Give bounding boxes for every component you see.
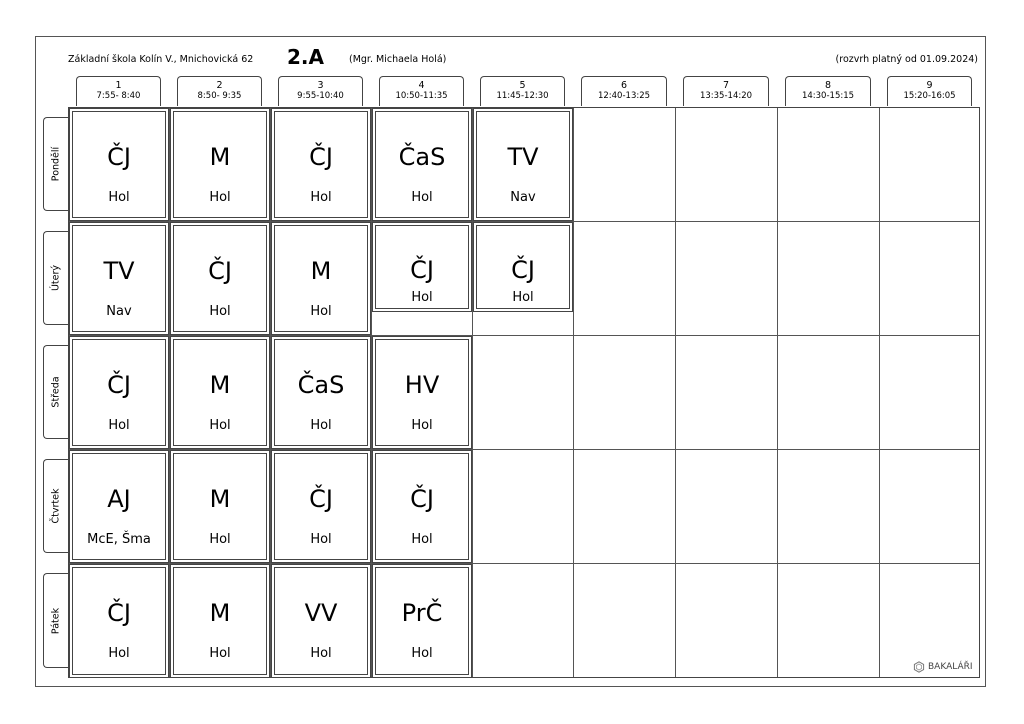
lesson-teacher: Hol (411, 532, 433, 547)
lesson-subject: ČJ (410, 485, 434, 513)
lesson-cell[interactable] (72, 567, 166, 675)
grid-row-line (69, 335, 979, 336)
lesson-cell[interactable] (274, 453, 368, 560)
lesson-cell[interactable] (274, 225, 368, 332)
lesson-subject: M (209, 143, 231, 171)
period-time: 11:45-12:30 (496, 91, 549, 101)
lesson-subject: ČJ (309, 143, 333, 171)
grid-column-line (777, 108, 778, 677)
period-time: 15:20-16:05 (903, 91, 956, 101)
period-number: 4 (418, 80, 425, 91)
lesson-subject: ČJ (107, 143, 131, 171)
lesson-cell[interactable] (72, 225, 166, 332)
period-time: 13:35-14:20 (699, 91, 753, 101)
day-label: Čtvrtek (50, 488, 62, 524)
lesson-teacher: Hol (310, 304, 332, 319)
lesson-teacher: Hol (411, 290, 433, 305)
lesson-teacher: Hol (411, 190, 433, 205)
lesson-teacher: Hol (209, 304, 231, 319)
lesson-teacher: Hol (512, 290, 534, 305)
lesson-teacher: Hol (411, 418, 433, 433)
grid-column-line (573, 108, 574, 677)
lesson-teacher: Hol (310, 418, 332, 433)
lesson-cell[interactable] (375, 225, 469, 309)
lesson-subject: M (209, 485, 231, 513)
period-number: 5 (519, 80, 526, 91)
lesson-teacher: Hol (108, 190, 130, 205)
period-tab-7 (683, 76, 769, 106)
lesson-cell[interactable] (274, 111, 368, 218)
lesson-cell[interactable] (375, 567, 469, 675)
lesson-cell[interactable] (72, 339, 166, 446)
period-number: 7 (722, 80, 730, 91)
period-tab-4 (379, 76, 464, 106)
period-time: 10:50-11:35 (395, 91, 448, 101)
lesson-teacher: Hol (209, 646, 231, 661)
lesson-subject: PrČ (401, 599, 443, 627)
lesson-teacher: Hol (411, 646, 433, 661)
lesson-teacher: Hol (310, 190, 332, 205)
lesson-subject: TV (103, 257, 135, 285)
lesson-subject: M (310, 257, 332, 285)
lesson-cell[interactable] (173, 111, 267, 218)
lesson-cell[interactable] (476, 111, 570, 218)
period-tab-3 (278, 76, 363, 106)
lesson-teacher: Hol (108, 646, 130, 661)
lesson-subject: ČJ (309, 485, 333, 513)
grid-column-line (675, 108, 676, 677)
day-tab (43, 231, 68, 325)
period-time: 9:55-10:40 (297, 91, 344, 101)
lesson-teacher: Hol (209, 418, 231, 433)
lesson-subject: AJ (107, 485, 131, 513)
day-tab (43, 459, 68, 553)
period-time: 12:40-13:25 (597, 91, 651, 101)
lesson-teacher: Hol (310, 646, 332, 661)
bakalari-logo (913, 661, 973, 673)
day-tab (43, 345, 68, 439)
day-tab (43, 573, 68, 668)
lesson-cell[interactable] (375, 111, 469, 218)
lesson-subject: ČJ (511, 256, 535, 284)
lesson-teacher: McE, Šma (87, 532, 151, 547)
lesson-teacher: Hol (209, 190, 231, 205)
period-tab-9 (887, 76, 972, 106)
grid-column-line (472, 108, 473, 677)
grid-row-line (69, 563, 979, 564)
lesson-subject: M (209, 371, 231, 399)
period-number: 3 (317, 80, 324, 91)
lesson-subject: ČJ (107, 599, 131, 627)
bakalari-logo-icon (913, 661, 925, 673)
lesson-cell[interactable] (274, 339, 368, 446)
lesson-subject: ČaS (297, 371, 345, 399)
grid-column-line (371, 108, 372, 677)
lesson-cell[interactable] (375, 339, 469, 446)
lesson-cell[interactable] (173, 225, 267, 332)
lesson-subject: HV (404, 371, 440, 399)
lesson-subject: ČJ (208, 257, 232, 285)
grid-row-line (69, 221, 979, 222)
bakalari-logo-text: BAKALÁŘI (928, 662, 973, 672)
day-label: Úterý (50, 264, 62, 292)
period-tab-8 (785, 76, 871, 106)
lesson-cell[interactable] (375, 453, 469, 560)
grid-column-line (270, 108, 271, 677)
lesson-cell[interactable] (173, 339, 267, 446)
day-label: Středa (50, 376, 62, 408)
grid-column-line (169, 108, 170, 677)
lesson-teacher: Hol (108, 418, 130, 433)
day-label: Pondělí (50, 146, 62, 182)
valid-from-note: (rozvrh platný od 01.09.2024) (835, 54, 978, 65)
lesson-cell[interactable] (173, 453, 267, 560)
grid-row-line (69, 449, 979, 450)
timetable-grid (68, 107, 980, 678)
grid-column-line (879, 108, 880, 677)
lesson-subject: M (209, 599, 231, 627)
lesson-subject: ČJ (107, 371, 131, 399)
lesson-subject: ČJ (410, 256, 434, 284)
lesson-teacher: Nav (510, 190, 536, 205)
period-tab-1 (76, 76, 161, 106)
lesson-teacher: Hol (310, 532, 332, 547)
lesson-subject: TV (507, 143, 539, 171)
period-time: 7:55- 8:40 (96, 91, 141, 101)
period-tab-6 (581, 76, 667, 106)
lesson-subject: ČaS (398, 143, 446, 171)
lesson-teacher: Hol (209, 532, 231, 547)
day-tab (43, 117, 68, 211)
period-number: 9 (926, 80, 933, 91)
day-label: Pátek (50, 607, 62, 634)
lesson-cell[interactable] (476, 225, 570, 309)
lesson-cell[interactable] (173, 567, 267, 675)
period-number: 8 (824, 80, 832, 91)
period-number: 2 (216, 80, 223, 91)
period-tab-2 (177, 76, 262, 106)
period-time: 14:30-15:15 (801, 91, 855, 101)
lesson-subject: VV (304, 599, 338, 627)
period-tab-5 (480, 76, 565, 106)
period-number: 1 (115, 80, 122, 91)
period-time: 8:50- 9:35 (197, 91, 242, 101)
lesson-cell[interactable] (274, 567, 368, 675)
class-name: 2.A (287, 45, 324, 69)
period-number: 6 (620, 80, 628, 91)
lesson-cell[interactable] (72, 111, 166, 218)
school-name: Základní škola Kolín V., Mnichovická 62 (68, 54, 254, 65)
lesson-teacher: Nav (106, 304, 132, 319)
lesson-cell[interactable] (72, 453, 166, 560)
class-teacher: (Mgr. Michaela Holá) (349, 54, 447, 65)
